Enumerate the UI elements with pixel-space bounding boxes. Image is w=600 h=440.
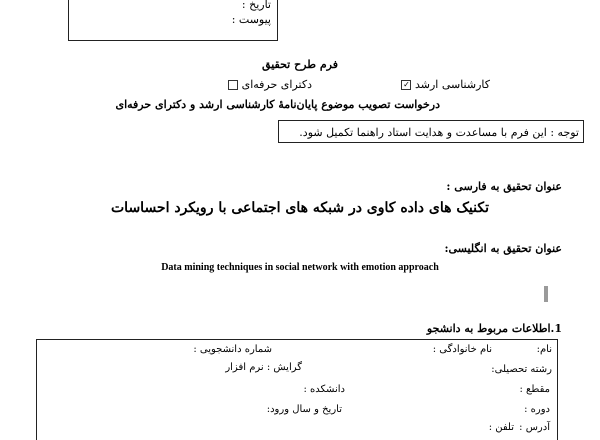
student-id-label: شماره دانشجویی : <box>193 344 272 355</box>
form-title: فرم طرح تحقیق <box>262 58 338 71</box>
student-section-heading: 1.اطلاعات مربوط به دانشجو <box>426 322 562 335</box>
option-masters[interactable] <box>398 78 490 91</box>
english-title-label: عنوان تحقیق به انگلیسی: <box>444 242 562 255</box>
checked-checkbox-icon[interactable]: ✓ <box>403 80 410 89</box>
english-title: Data mining techniques in social network with emotion approach <box>161 262 439 273</box>
option-doctorate-label: دکترای حرفه‌ای <box>241 78 312 91</box>
name-label: نام: <box>536 344 552 355</box>
note-box: توجه : این فرم با مساعدت و هدایت استاد راهنما تکمیل شود. <box>278 120 584 143</box>
option-professional-doctorate[interactable] <box>225 78 312 91</box>
orientation-label: گرایش : نرم افزار <box>225 362 302 373</box>
address-label: آدرس : <box>519 422 550 433</box>
text-cursor <box>544 286 548 302</box>
unchecked-checkbox-icon[interactable] <box>228 80 238 90</box>
date-label: تاریخ : <box>241 0 271 11</box>
faculty-label: دانشکده : <box>303 384 345 395</box>
persian-title: تکنیک های داده کاوی در شبکه های اجتماعی با رویکرد احساسات <box>111 200 489 216</box>
level-label: مقطع : <box>519 384 550 395</box>
family-label: نام خانوادگی : <box>432 344 492 355</box>
request-title: درخواست تصویب موضوع پایان‌نامۀ کارشناسی ارشد و دکترای حرفه‌ای <box>115 98 440 111</box>
phone-label: تلفن : <box>488 422 514 433</box>
option-masters-label: کارشناسی ارشد <box>414 78 490 91</box>
field-label: رشته تحصیلی: <box>491 364 552 375</box>
persian-title-label: عنوان تحقیق به فارسی : <box>446 180 562 193</box>
period-label: دوره : <box>524 404 550 415</box>
header-box <box>68 0 278 41</box>
attachment-label: پیوست : <box>231 13 271 26</box>
entry-date-label: تاریخ و سال ورود: <box>266 404 342 415</box>
